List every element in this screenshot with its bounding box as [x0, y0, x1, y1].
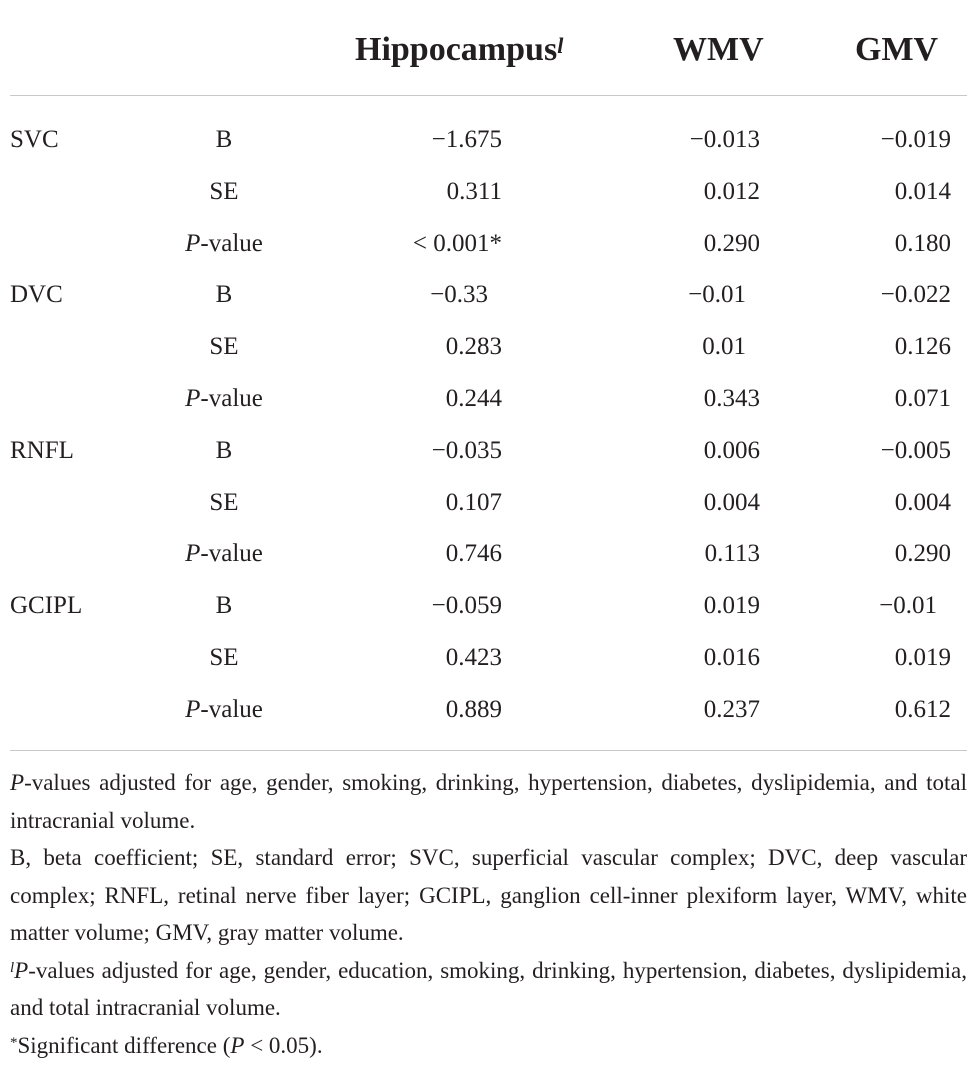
row-statistic: P-value	[185, 385, 263, 412]
cell-hippocampus: −0.059	[431, 592, 502, 620]
cell-wmv: 0.016	[703, 644, 760, 671]
header-hippocampus: Hippocampus$^l$	[355, 31, 564, 68]
row-statistic: B	[215, 281, 233, 309]
footnote-hippocampus	[10, 952, 967, 1027]
cell-wmv: 0.004	[703, 488, 760, 516]
cell-gmv: −0.022	[880, 281, 951, 309]
row-statistic: P-value	[185, 695, 263, 723]
footnote-adjustment	[10, 764, 967, 839]
row-statistic: SE	[209, 333, 239, 361]
cell-wmv: −0.01	[688, 281, 746, 309]
row-statistic: P-value	[185, 540, 263, 568]
cell-hippocampus: 0.889	[445, 695, 502, 723]
footnote-hippocampus-mark: l	[10, 959, 15, 976]
cell-wmv: 0.012	[703, 177, 760, 205]
cell-hippocampus: −0.035	[431, 436, 502, 464]
cell-gmv: −0.019	[880, 126, 951, 153]
cell-gmv: −0.005	[880, 436, 951, 464]
header-wmv: WMV	[673, 31, 764, 68]
cell-hippocampus: 0.311	[446, 177, 502, 205]
cell-wmv: 0.343	[703, 385, 760, 412]
header-hippocampus-footnote-mark: l	[557, 33, 564, 58]
cell-gmv: 0.071	[894, 385, 951, 412]
cell-hippocampus: 0.107	[445, 488, 502, 516]
cell-wmv: 0.290	[703, 229, 760, 257]
cell-gmv: 0.290	[894, 540, 951, 568]
footer-rule	[10, 750, 967, 751]
cell-wmv: 0.006	[703, 436, 760, 464]
cell-wmv: 0.019	[703, 592, 760, 620]
cell-wmv: −0.013	[689, 126, 760, 153]
footnote-significance-mark: *	[10, 1034, 18, 1051]
row-category: RNFL	[10, 436, 74, 464]
cell-wmv: 0.01	[702, 333, 746, 361]
cell-hippocampus: 0.423	[445, 644, 502, 671]
row-statistic: SE	[209, 488, 239, 516]
row-statistic: B	[215, 436, 233, 464]
row-statistic: SE	[209, 644, 239, 671]
footnote-hippocampus-text: P-values adjusted for age, gender, education, smoking, drinking, hypertension, diabetes, dyslipidemia, and total intracranial volume.	[10, 957, 967, 1020]
table-footnotes	[10, 764, 967, 1064]
row-statistic: B	[215, 126, 233, 153]
cell-wmv: 0.237	[703, 695, 760, 723]
cell-gmv: −0.01	[879, 592, 937, 620]
row-statistic: P-value	[185, 229, 263, 257]
cell-hippocampus: 0.746	[445, 540, 502, 568]
row-statistic: B	[215, 592, 233, 620]
cell-hippocampus: < 0.001*	[412, 229, 502, 257]
cell-gmv: 0.180	[894, 229, 951, 257]
footnote-significance-text: Significant difference (P < 0.05).	[17, 1032, 323, 1058]
cell-hippocampus: −1.675	[431, 126, 502, 153]
cell-wmv: 0.113	[704, 540, 760, 568]
footnote-abbreviations: B, beta coefficient; SE, standard error; SVC, superficial vascular complex; DVC, deep vascular complex; RNFL, retinal nerve fiber layer; GCIPL, ganglion cell-inner plexiform layer, WMV, white matter volume; GMV, gray matter volume.	[10, 845, 967, 945]
cell-hippocampus: 0.283	[445, 333, 502, 361]
cell-gmv: 0.019	[894, 644, 951, 671]
footnote-significance	[10, 1027, 967, 1065]
header-rule	[10, 95, 967, 96]
cell-gmv: 0.014	[894, 177, 951, 205]
row-statistic: SE	[209, 177, 239, 205]
cell-gmv: 0.612	[894, 695, 951, 723]
footnote-adjustment-text: P-values adjusted for age, gender, smoking, drinking, hypertension, diabetes, dyslipidemia, and total intracranial volume.	[10, 770, 967, 833]
row-category: GCIPL	[10, 592, 83, 620]
row-category: SVC	[10, 126, 59, 153]
cell-hippocampus: −0.33	[430, 281, 488, 309]
header-gmv: GMV	[855, 31, 939, 68]
row-category: DVC	[10, 281, 63, 309]
cell-gmv: 0.126	[894, 333, 951, 361]
cell-gmv: 0.004	[894, 488, 951, 516]
cell-hippocampus: 0.244	[445, 385, 502, 412]
